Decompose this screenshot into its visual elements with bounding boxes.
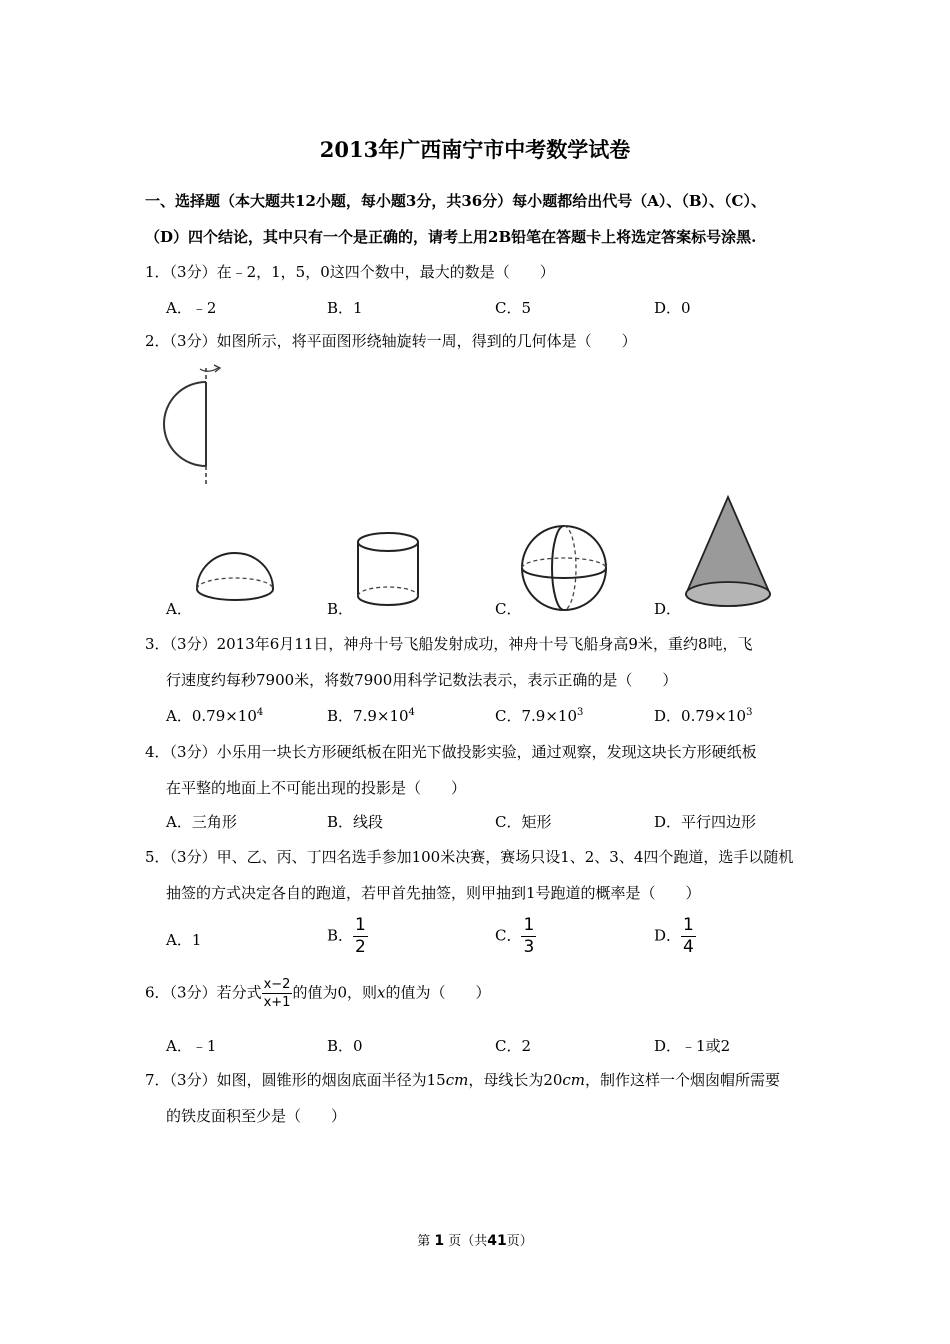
q5-option-c: C． $\frac{1}{3}$ <box>495 915 535 957</box>
fraction-one-quarter: $\frac{1}{4}$ <box>683 915 694 957</box>
q2-sphere-figure <box>518 522 610 614</box>
q2-hemisphere-figure <box>192 552 278 610</box>
q2-semicircle-figure <box>160 360 230 490</box>
page-title: 2013年广西南宁市中考数学试卷 <box>319 137 631 162</box>
fraction-one-third: $\frac{1}{3}$ <box>523 915 535 957</box>
q3-text-line1: 3．（3分）2013年6月11日，神舟十号飞船发射成功，神舟十号飞船身高9米，重约8吨，飞 <box>145 635 753 653</box>
fraction-one-half: $\frac{1}{2}$ <box>355 915 366 957</box>
q5-text-line1: 5．（3分）甲、乙、丙、丁四名选手参加100米决赛，赛场只设1、2、3、4四个跑道，选手以随机 <box>145 848 794 866</box>
q5-option-d: D． $\frac{1}{4}$ <box>654 915 694 957</box>
q2-option-a: A． <box>166 600 192 618</box>
q1-option-d: D．0 <box>654 299 691 317</box>
q6-option-b: B．0 <box>327 1037 363 1055</box>
q2-text: 2．（3分）如图所示，将平面图形绕轴旋转一周，得到的几何体是（ ） <box>145 332 637 350</box>
q3-text-line2: 行速度约每秒7900米，将数7900用科学记数法表示，表示正确的是（ ） <box>166 671 678 689</box>
q6-option-c: C．2 <box>495 1037 532 1055</box>
q4-text-line1: 4．（3分）小乐用一块长方形硬纸板在阳光下做投影实验，通过观察，发现这块长方形硬纸板 <box>145 743 757 761</box>
section-instructions-line1: 一、选择题（本大题共12小题，每小题3分，共36分）每小题都给出代号（A）、（B）、（C）、 <box>145 192 766 210</box>
section-instructions-line2: （D）四个结论，其中只有一个是正确的，请考上用2B铅笔在答题卡上将选定答案标号涂黑. <box>145 228 757 246</box>
q4-option-a: A．三角形 <box>166 813 237 831</box>
q4-text-line2: 在平整的地面上不可能出现的投影是（ ） <box>166 779 467 797</box>
q2-cone-figure <box>682 494 776 614</box>
q3-option-d: D．$0.79\times 10^3$ <box>654 707 753 725</box>
q5-text-line2: 抽签的方式决定各自的跑道，若甲首先抽签，则甲抽到1号跑道的概率是（ ） <box>166 884 701 902</box>
q7-text-line2: 的铁皮面积至少是（ ） <box>166 1107 347 1125</box>
q4-option-b: B．线段 <box>327 813 384 831</box>
total-page-count: 41 <box>487 1233 507 1249</box>
q2-option-d: D． <box>654 600 682 618</box>
q4-option-c: C．矩形 <box>495 813 552 831</box>
q1-option-b: B．1 <box>327 299 363 317</box>
q1-text: 1．（3分）在﹣2，1，5，0这四个数中，最大的数是（ ） <box>145 263 555 281</box>
current-page-number: 1 <box>434 1233 445 1249</box>
q3-option-b: B．$7.9\times 10^4$ <box>327 707 415 725</box>
rotation-arrow-icon <box>200 368 218 371</box>
q4-option-d: D．平行四边形 <box>654 813 757 831</box>
page-footer: 第 1 页（共41页） <box>417 1233 533 1249</box>
q6-option-d: D．﹣1或2 <box>654 1037 731 1055</box>
q2-cylinder-figure <box>354 530 424 612</box>
q6-option-a: A．﹣1 <box>166 1037 217 1055</box>
q5-option-a: A．1 <box>166 931 202 949</box>
semicircle-arc <box>164 382 206 466</box>
q1-option-c: C．5 <box>495 299 532 317</box>
q6-fraction: $\frac{x-2}{x+1}$ <box>263 977 291 1010</box>
q7-text-line1: 7．（3分）如图，圆锥形的烟囱底面半径为15cm，母线长为20cm，制作这样一个烟囱帽所需要 <box>145 1071 781 1089</box>
q2-option-b: B． <box>327 600 354 618</box>
q5-option-b: B． $\frac{1}{2}$ <box>327 915 366 957</box>
q3-option-a: A．$0.79\times 10^4$ <box>166 707 264 725</box>
q2-option-c: C． <box>495 600 522 618</box>
q6-text: 6．（3分）若分式 $\frac{x-2}{x+1}$ 的值为0，则x的值为（ ） <box>145 977 491 1010</box>
q3-option-c: C．$7.9\times 10^3$ <box>495 707 584 725</box>
q1-option-a: A．﹣2 <box>166 299 217 317</box>
